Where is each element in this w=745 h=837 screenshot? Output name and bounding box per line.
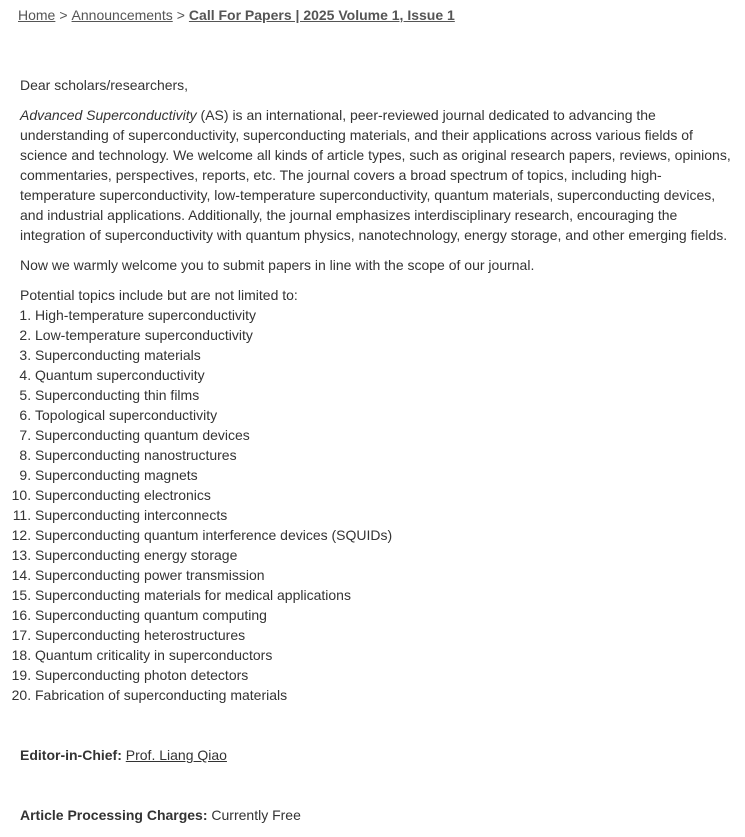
topic-item: 16. Superconducting quantum computing <box>35 605 735 625</box>
breadcrumb-separator: > <box>59 7 68 23</box>
apc-value: Currently Free <box>211 807 301 823</box>
topic-item: 6. Topological superconductivity <box>35 405 735 425</box>
editor-label: Editor-in-Chief: <box>20 747 122 763</box>
topic-item: 8. Superconducting nanostructures <box>35 445 735 465</box>
topic-item: 1. High-temperature superconductivity <box>35 305 735 325</box>
breadcrumb-current-page[interactable]: Call For Papers | 2025 Volume 1, Issue 1 <box>188 7 455 23</box>
topic-item: 18. Quantum criticality in superconductors <box>35 645 735 665</box>
topic-item: 17. Superconducting heterostructures <box>35 625 735 645</box>
breadcrumb-home-link[interactable]: Home <box>18 7 56 23</box>
topics-intro: Potential topics include but are not limited to: <box>20 287 298 303</box>
topic-item: 3. Superconducting materials <box>35 345 735 365</box>
topic-item: 14. Superconducting power transmission <box>35 565 735 585</box>
welcome-paragraph: Now we warmly welcome you to submit papers in line with the scope of our journal. <box>20 257 535 273</box>
topic-item: 5. Superconducting thin films <box>35 385 735 405</box>
topic-item: 11. Superconducting interconnects <box>35 505 735 525</box>
journal-name: Advanced Superconductivity <box>20 107 197 123</box>
breadcrumb-announcements-link[interactable]: Announcements <box>71 7 173 23</box>
topic-item: 10. Superconducting electronics <box>35 485 735 505</box>
intro-text: (AS) is an international, peer-reviewed journal dedicated to advancing the understanding of superconductivity, superconducting materials, and their applications across various fields of science and technology. We welcome all kinds of article types, such as original research papers, reviews, opinions, commentaries, perspectives, reports, etc. The journal covers a broad spectrum of topics, including high-temperature superconductivity, low-temperature superconductivity, quantum materials, superconducting devices, and industrial applications. Additionally, the journal emphasizes interdisciplinary research, encouraging the integration of superconductivity with quantum physics, nanotechnology, energy storage, and other emerging fields. <box>20 107 731 243</box>
greeting-text: Dear scholars/researchers, <box>20 77 189 93</box>
intro-paragraph <box>20 105 735 245</box>
apc-label: Article Processing Charges: <box>20 807 208 823</box>
topic-item: 7. Superconducting quantum devices <box>35 425 735 445</box>
topic-item: 19. Superconducting photon detectors <box>35 665 735 685</box>
topic-item: 9. Superconducting magnets <box>35 465 735 485</box>
topic-item: 15. Superconducting materials for medical applications <box>35 585 735 605</box>
breadcrumb <box>18 5 455 25</box>
editor-name-link[interactable]: Prof. Liang Qiao <box>125 747 227 763</box>
topic-item: 12. Superconducting quantum interference devices (SQUIDs) <box>35 525 735 545</box>
topic-item: 20. Fabrication of superconducting materials <box>35 685 735 705</box>
topic-item: 4. Quantum superconductivity <box>35 365 735 385</box>
topic-item: 13. Superconducting energy storage <box>35 545 735 565</box>
topic-item: 2. Low-temperature superconductivity <box>35 325 735 345</box>
announcement-body <box>20 75 735 705</box>
topics-list <box>20 305 735 705</box>
article-processing-charges <box>20 805 301 825</box>
breadcrumb-separator: > <box>176 7 185 23</box>
editor-in-chief <box>20 745 227 765</box>
